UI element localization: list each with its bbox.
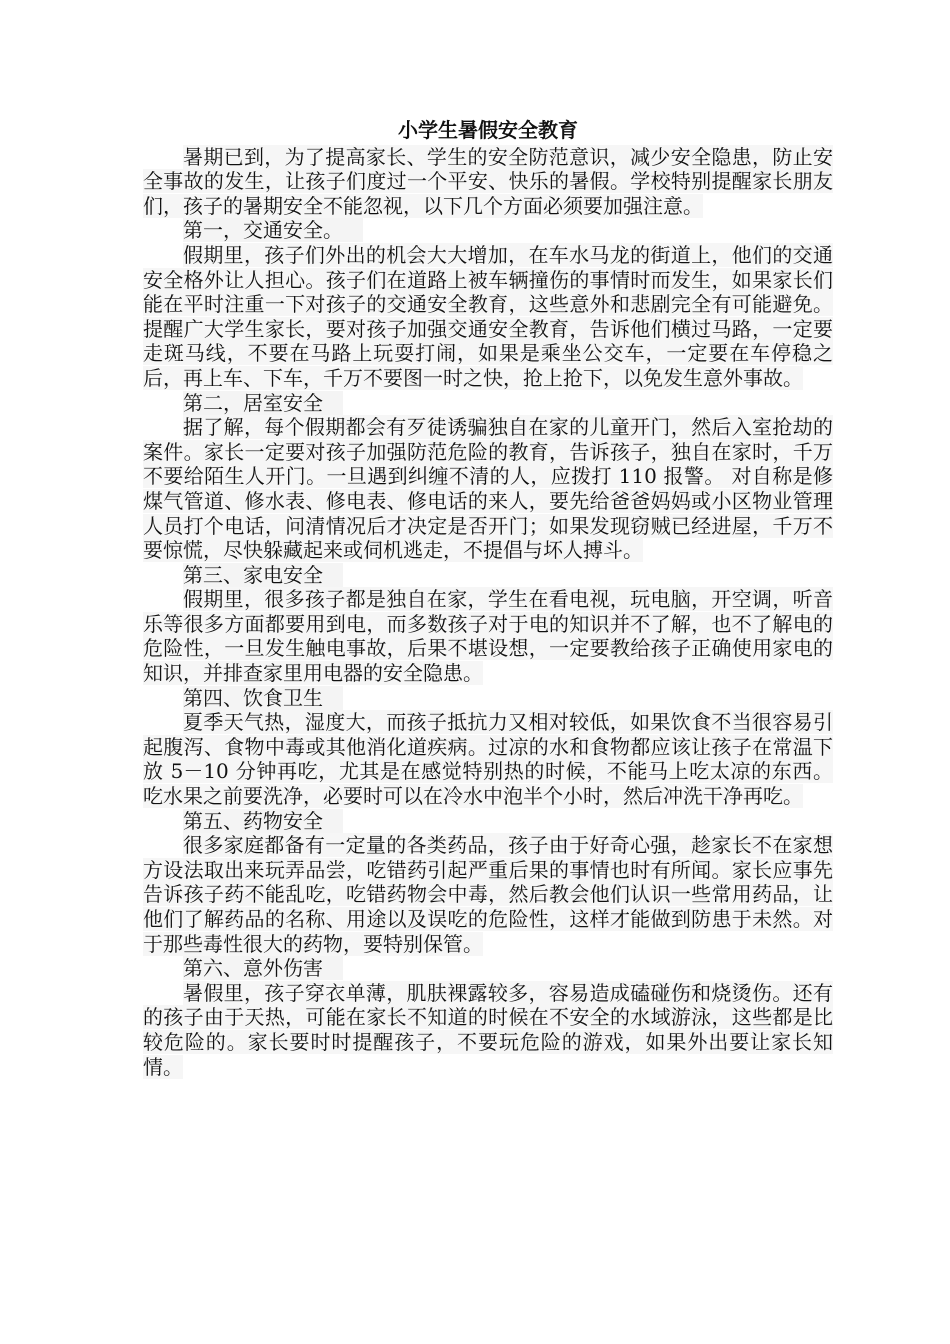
document-page <box>143 118 833 1079</box>
paragraph-food-text: 夏季天气热，湿度大，而孩子抵抗力又相对较低，如果饮食不当很容易引起腹泻、食物中毒或其他消化道疾病。过凉的水和食物都应该让孩子在常温下放 5－10 分钟再吃，尤其是在感觉特别热的时候，不能马上吃太凉的东西。吃水果之前要洗净，必要时可以在冷水中泡半个小时，然后冲洗干净再吃。 <box>143 710 833 809</box>
section-heading-home-text: 第二，居室安全 <box>183 391 343 415</box>
section-heading-medicine <box>143 809 833 834</box>
section-heading-traffic <box>143 218 833 243</box>
paragraph-accident-text: 暑假里，孩子穿衣单薄，肌肤裸露较多，容易造成磕碰伤和烧烫伤。还有的孩子由于天热，可能在家长不知道的时候在不安全的水域游泳，这些都是比较危险的。家长要时时提醒孩子，不要玩危险的游戏，如果外出要让家长知情。 <box>143 980 833 1079</box>
paragraph-food <box>143 710 833 808</box>
section-heading-home <box>143 391 833 416</box>
section-heading-traffic-text: 第一，交通安全。 <box>183 218 363 242</box>
section-heading-medicine-text: 第五、药物安全 <box>183 809 343 833</box>
section-heading-appliance-text: 第三、家电安全 <box>183 563 343 587</box>
paragraph-medicine <box>143 833 833 956</box>
paragraph-home-text: 据了解，每个假期都会有歹徒诱骗独自在家的儿童开门，然后入室抢劫的案件。家长一定要对孩子加强防范危险的教育，告诉孩子，独自在家时，千万不要给陌生人开门。一旦遇到纠缠不清的人，应拨打 110 报警。 对自称是修煤气管道、修水表、修电表、修电话的来人，要先给爸爸妈妈或小区物业管理人员打个电话，问清情况后才决定是否开门；如果发现窃贼已经进屋，千万不要惊慌，尽快躲藏起来或伺机逃走，不提倡与坏人搏斗。 <box>143 415 833 563</box>
section-heading-food-text: 第四、饮食卫生 <box>183 686 343 710</box>
paragraph-home <box>143 415 833 563</box>
paragraph-traffic-text: 假期里，孩子们外出的机会大大增加，在车水马龙的街道上，他们的交通安全格外让人担心。孩子们在道路上被车辆撞伤的事情时而发生，如果家长们能在平时注重一下对孩子的交通安全教育，这些意外和悲剧完全有可能避免。提醒广大学生家长，要对孩子加强交通安全教育，告诉他们横过马路，一定要走斑马线，不要在马路上玩耍打闹，如果是乘坐公交车，一定要在车停稳之后，再上车、下车，千万不要图一时之快，抢上抢下，以免发生意外事故。 <box>143 242 833 390</box>
paragraph-intro <box>143 145 833 219</box>
section-heading-food <box>143 686 833 711</box>
paragraph-traffic <box>143 243 833 391</box>
section-heading-accident <box>143 956 833 981</box>
paragraph-intro-text: 暑期已到，为了提高家长、学生的安全防范意识，减少安全隐患，防止安全事故的发生，让孩子们度过一个平安、快乐的暑假。学校特别提醒家长朋友们，孩子的暑期安全不能忽视，以下几个方面必须要加强注意。 <box>143 144 833 218</box>
document-title: 小学生暑假安全教育 <box>398 118 578 142</box>
section-heading-appliance <box>143 563 833 588</box>
paragraph-accident <box>143 981 833 1079</box>
paragraph-medicine-text: 很多家庭都备有一定量的各类药品，孩子由于好奇心强，趁家长不在家想方设法取出来玩弄品尝，吃错药引起严重后果的事情也时有所闻。家长应事先告诉孩子药不能乱吃，吃错药物会中毒，然后教会他们认识一些常用药品，让他们了解药品的名称、用途以及误吃的危险性，这样才能做到防患于未然。对于那些毒性很大的药物，要特别保管。 <box>143 833 833 956</box>
section-heading-accident-text: 第六、意外伤害 <box>183 956 343 980</box>
paragraph-appliance <box>143 587 833 685</box>
paragraph-appliance-text: 假期里，很多孩子都是独自在家，学生在看电视，玩电脑，开空调，听音乐等很多方面都要用到电，而多数孩子对于电的知识并不了解，也不了解电的危险性，一旦发生触电事故，后果不堪设想，一定要教给孩子正确使用家电的知识，并排查家里用电器的安全隐患。 <box>143 587 833 686</box>
